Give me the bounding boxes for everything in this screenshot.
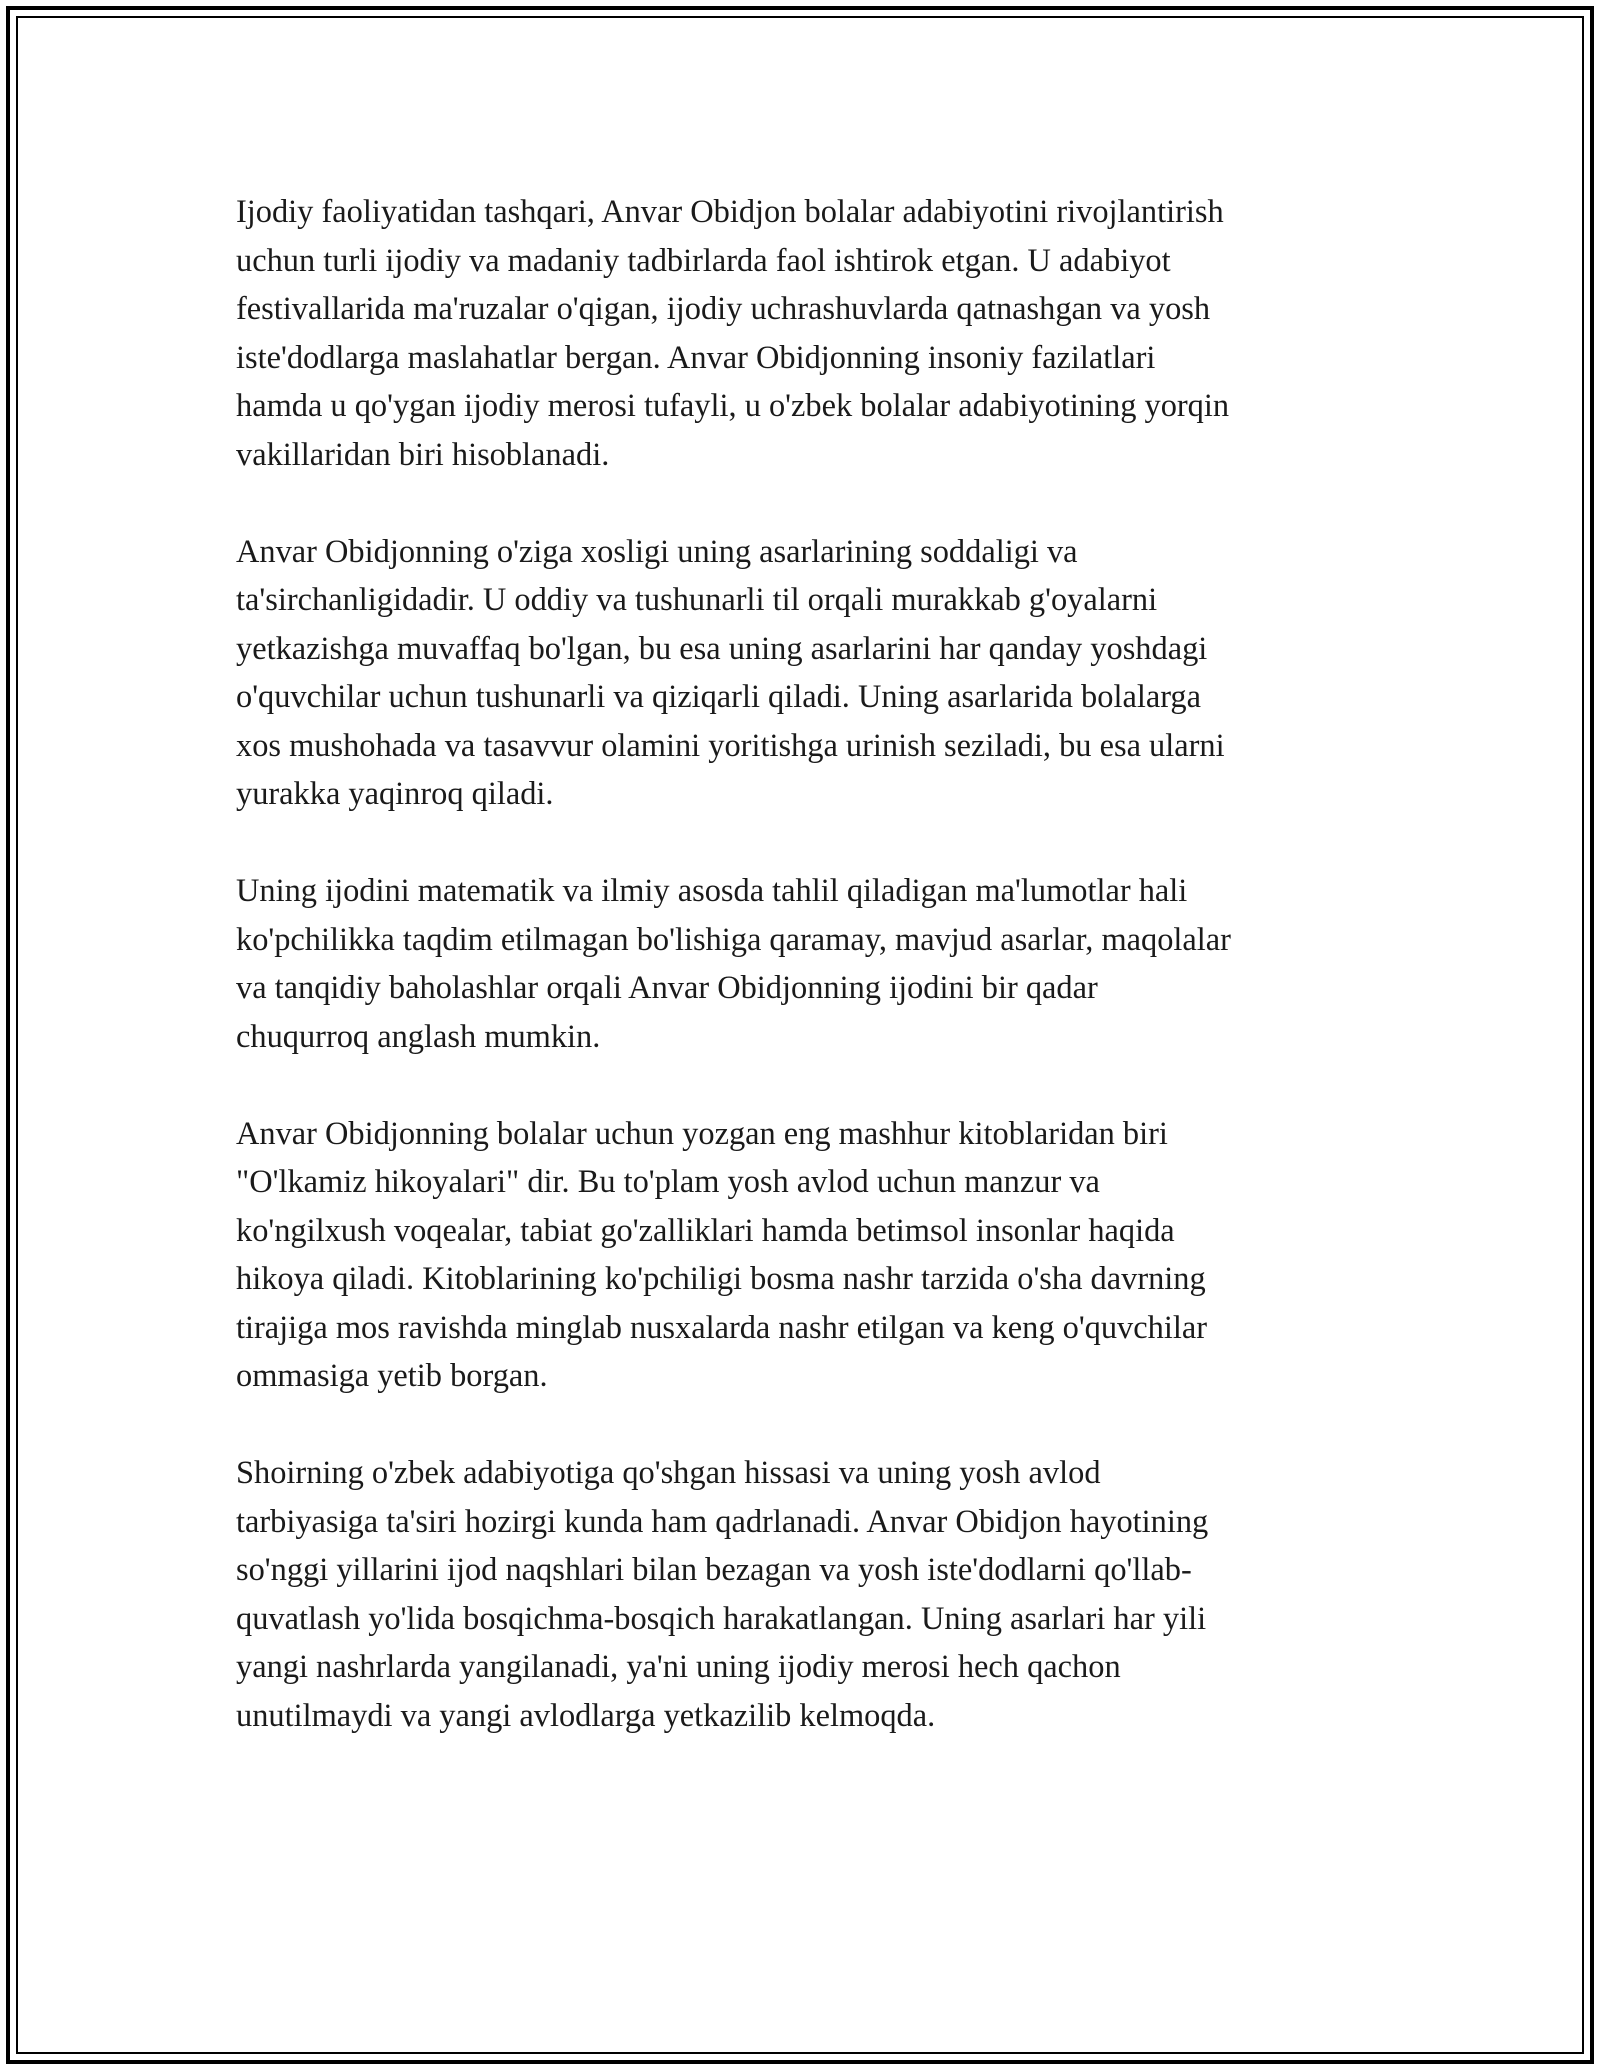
document-body bbox=[236, 188, 1376, 1789]
paragraph-line: Ijodiy faoliyatidan tashqari, Anvar Obidjon bolalar adabiyotini rivojlantirish bbox=[236, 194, 1224, 230]
paragraph-line: yetkazishga muvaffaq bo'lgan, bu esa uning asarlarini har qanday yoshdagi bbox=[236, 630, 1208, 667]
paragraph-line: va tanqidiy baholashlar orqali Anvar Obidjonning ijodini bir qadar bbox=[236, 970, 1098, 1006]
paragraph-line: chuqurroq anglash mumkin. bbox=[236, 1018, 601, 1055]
paragraph-line: unutilmaydi va yangi avlodlarga yetkazilib kelmoqda. bbox=[236, 1697, 936, 1734]
paragraph-line: ta'sirchanligidadir. U oddiy va tushunarli til orqali murakkab g'oyalarni bbox=[236, 582, 1158, 618]
paragraph-line: uchun turli ijodiy va madaniy tadbirlarda faol ishtirok etgan. U adabiyot bbox=[236, 242, 1171, 279]
paragraph-line: o'quvchilar uchun tushunarli va qiziqarli qiladi. Uning asarlarida bolalarga bbox=[236, 679, 1201, 715]
paragraph-line: yurakka yaqinroq qiladi. bbox=[236, 776, 554, 812]
paragraph-line: Shoirning o'zbek adabiyotiga qo'shgan hissasi va uning yosh avlod bbox=[236, 1455, 1101, 1491]
paragraph-3 bbox=[236, 867, 1376, 1061]
paragraph-line: so'nggi yillarini ijod naqshlari bilan bezagan va yosh iste'dodlarni qo'llab- bbox=[236, 1552, 1192, 1588]
paragraph-line: yangi nashrlarda yangilanadi, ya'ni uning ijodiy merosi hech qachon bbox=[236, 1649, 1121, 1685]
paragraph-line: Anvar Obidjonning o'ziga xosligi uning asarlarining soddaligi va bbox=[236, 533, 1078, 570]
paragraph-line: vakillaridan biri hisoblanadi. bbox=[236, 436, 610, 473]
paragraph-line: Anvar Obidjonning bolalar uchun yozgan eng mashhur kitoblaridan biri bbox=[236, 1115, 1168, 1152]
paragraph-line: "O'lkamiz hikoyalari" dir. Bu to'plam yosh avlod uchun manzur va bbox=[236, 1164, 1100, 1200]
paragraph-line: iste'dodlarga maslahatlar bergan. Anvar Obidjonning insoniy fazilatlari bbox=[236, 339, 1156, 376]
paragraph-line: tarbiyasiga ta'siri hozirgi kunda ham qadrlanadi. Anvar Obidjon hayotining bbox=[236, 1503, 1209, 1540]
paragraph-4 bbox=[236, 1110, 1376, 1401]
paragraph-line: festivallarida ma'ruzalar o'qigan, ijodiy uchrashuvlarda qatnashgan va yosh bbox=[236, 291, 1211, 327]
paragraph-2 bbox=[236, 528, 1376, 819]
paragraph-line: ommasiga yetib borgan. bbox=[236, 1358, 548, 1394]
paragraph-line: xos mushohada va tasavvur olamini yoritishga urinish seziladi, bu esa ularni bbox=[236, 727, 1225, 764]
paragraph-line: hamda u qo'ygan ijodiy merosi tufayli, u o'zbek bolalar adabiyotining yorqin bbox=[236, 388, 1230, 424]
paragraph-line: ko'ngilxush voqealar, tabiat go'zalliklari hamda betimsol insonlar haqida bbox=[236, 1212, 1175, 1249]
paragraph-line: hikoya qiladi. Kitoblarining ko'pchiligi bosma nashr tarzida o'sha davrning bbox=[236, 1261, 1206, 1297]
paragraph-5 bbox=[236, 1449, 1376, 1740]
paragraph-line: Uning ijodini matematik va ilmiy asosda tahlil qiladigan ma'lumotlar hali bbox=[236, 873, 1188, 909]
paragraph-1 bbox=[236, 188, 1376, 479]
paragraph-line: ko'pchilikka taqdim etilmagan bo'lishiga qaramay, mavjud asarlar, maqolalar bbox=[236, 921, 1231, 958]
paragraph-line: quvatlash yo'lida bosqichma-bosqich harakatlangan. Uning asarlari har yili bbox=[236, 1600, 1207, 1637]
paragraph-line: tirajiga mos ravishda minglab nusxalarda nashr etilgan va keng o'quvchilar bbox=[236, 1309, 1207, 1346]
